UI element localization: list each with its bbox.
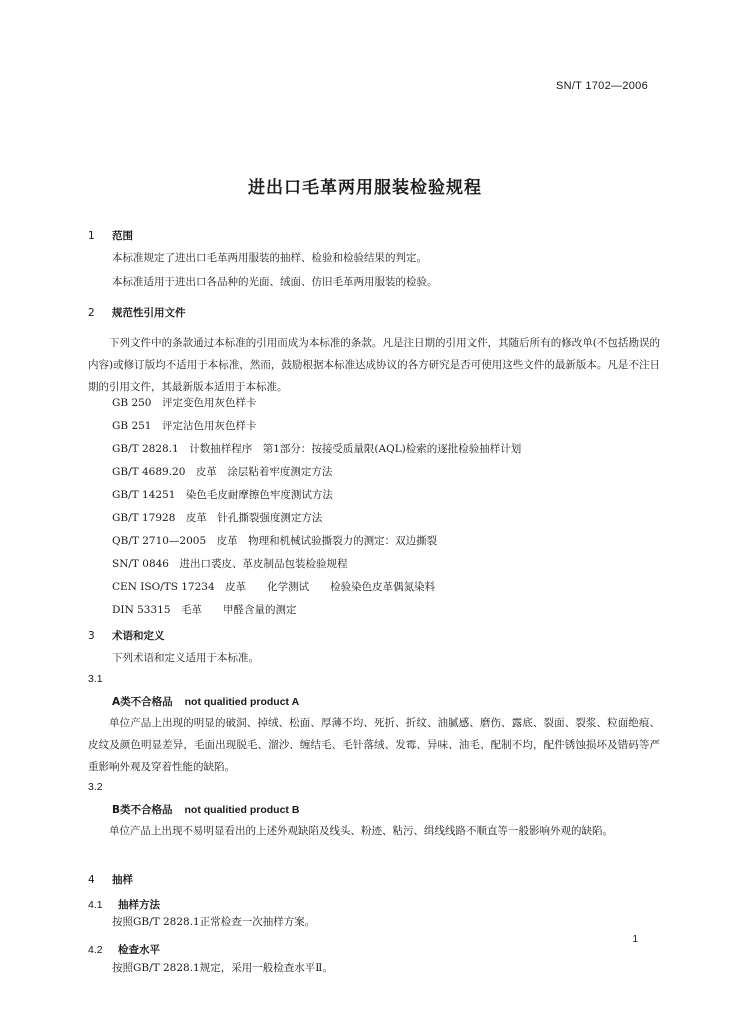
- reference-item: GB 251 评定沾色用灰色样卡: [112, 420, 257, 432]
- term-heading: A类不合格品 not qualitied product A: [112, 696, 300, 708]
- section-1-heading: 1 范围: [88, 230, 133, 242]
- reference-item: GB/T 4689.20 皮革 涂层粘着牢度测定方法: [112, 466, 333, 478]
- reference-item: GB/T 17928 皮革 针孔撕裂强度测定方法: [112, 512, 323, 524]
- section-4-heading: 4 抽样: [88, 874, 133, 886]
- term-definition: 单位产品上出现不易明显看出的上述外观缺陷及线头、粉迹、粘污、缉线线路不顺直等一般影响外观的缺陷。: [109, 825, 613, 837]
- reference-item: SN/T 0846 进出口裘皮、革皮制品包装检验规程: [112, 558, 348, 570]
- section-2-heading: 2 规范性引用文件: [88, 307, 186, 319]
- reference-item: DIN 53315 毛革 甲醛含量的测定: [112, 604, 297, 616]
- term-number: 3.1: [88, 673, 103, 685]
- subsection-heading: 4.1 抽样方法: [88, 899, 160, 911]
- term-heading: B类不合格品 not qualitied product B: [112, 804, 300, 816]
- subsection-text: 按照GB/T 2828.1规定，采用一般检查水平Ⅱ。: [112, 962, 333, 974]
- section-1-line-2: 本标准适用于进出口各品种的光面、绒面、仿旧毛革两用服装的检验。: [112, 276, 438, 288]
- reference-item: GB/T 2828.1 计数抽样程序 第1部分：按接受质量限(AQL)检索的逐批检验抽样计划: [112, 443, 522, 455]
- section-3-heading: 3 术语和定义: [88, 630, 165, 642]
- term-number: 3.2: [88, 781, 103, 793]
- subsection-text: 按照GB/T 2828.1正常检查一次抽样方案。: [112, 916, 316, 928]
- reference-item: GB 250 评定变色用灰色样卡: [112, 397, 257, 409]
- reference-item: CEN ISO/TS 17234 皮革 化学测试 检验染色皮革偶氮染料: [112, 581, 436, 593]
- standard-code: SN/T 1702—2006: [555, 80, 648, 92]
- document-title: 进出口毛革两用服装检验规程: [248, 178, 482, 198]
- page-number: 1: [632, 934, 638, 945]
- term-definition: 单位产品上出现的明显的破洞、掉绒、松面、厚薄不均、死折、折纹、油腻感、磨伤、露底、裂面、裂浆、粒面绝痕、皮纹及颜色明显差异，毛面出现脱毛、溜沙、缠结毛、毛针落绒、发霉、异味、油毛、配制不均，配件锈蚀损坏及错码等严重影响外观及穿着性能的缺陷。: [88, 717, 660, 773]
- section-2-intro: 下列文件中的条款通过本标准的引用而成为本标准的条款。凡是注日期的引用文件，其随后所有的修改单(不包括勘误的内容)或修订版均不适用于本标准，然而，鼓励根据本标准达成协议的各方研究是否可使用这些文件的最新版本。凡是不注日期的引用文件，其最新版本适用于本标准。: [88, 337, 660, 393]
- section-3-intro: 下列术语和定义适用于本标准。: [112, 652, 259, 664]
- subsection-heading: 4.2 检查水平: [88, 944, 160, 956]
- reference-item: QB/T 2710—2005 皮革 物理和机械试验撕裂力的测定：双边撕裂: [112, 535, 438, 547]
- reference-item: GB/T 14251 染色毛皮耐摩擦色牢度测试方法: [112, 489, 333, 501]
- section-1-line-1: 本标准规定了进出口毛革两用服装的抽样、检验和检验结果的判定。: [112, 252, 427, 264]
